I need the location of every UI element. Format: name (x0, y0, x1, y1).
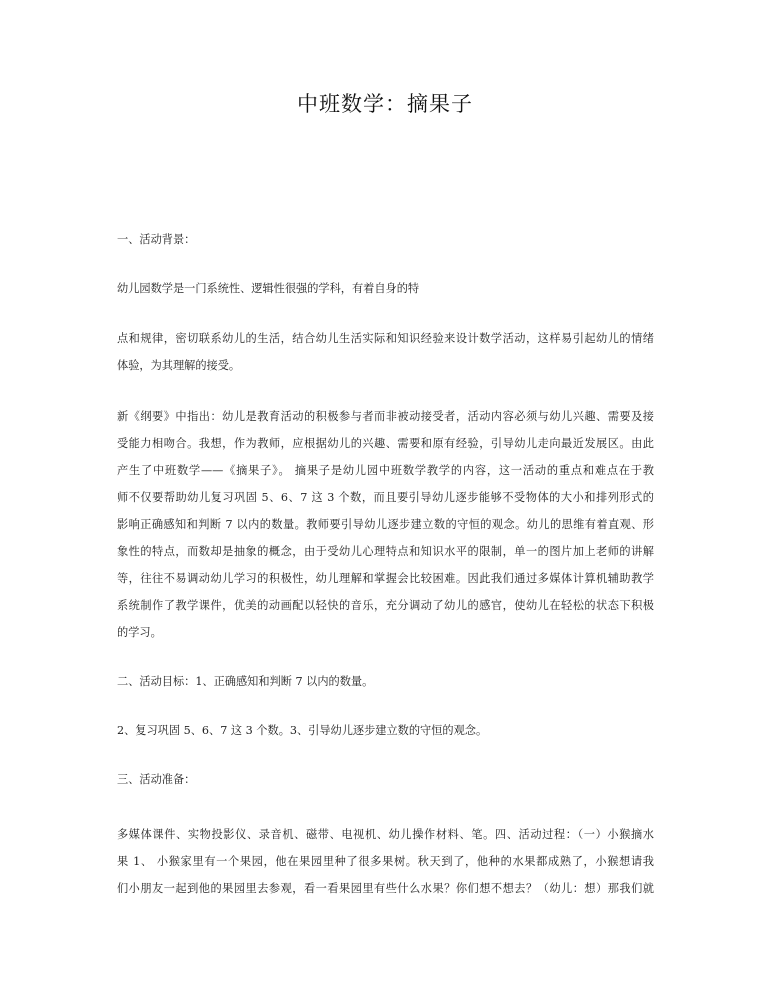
paragraph-line: 新《纲要》中指出：幼儿是教育活动的积极参与者而非被动接受者，活动内容必须与幼儿兴趣、需要及接 (117, 410, 654, 423)
paragraph-line: 多媒体课件、实物投影仪、录音机、磁带、电视机、幼儿操作材料、笔。四、活动过程：（一）小猴摘水 (117, 828, 654, 841)
paragraph-line: 果 1、 小猴家里有一个果园，他在果园里种了很多果树。秋天到了，他种的水果都成熟了，小猴想请我 (117, 855, 654, 868)
paragraph-line: 象性的特点，而数却是抽象的概念，由于受幼儿心理特点和知识水平的限制，单一的图片加上老师的讲解 (117, 545, 654, 558)
paragraph-line: 们小朋友一起到他的果园里去参观，看一看果园里有些什么水果？你们想不想去？（幼儿：想）那我们就 (117, 882, 654, 895)
paragraph-line: 体验，为其理解的接受。 (117, 359, 241, 372)
paragraph-line: 的学习。 (117, 626, 162, 639)
paragraph-line: 点和规律，密切联系幼儿的生活，结合幼儿生活实际和知识经验来设计数学活动，这样易引起幼儿的情绪 (117, 332, 654, 345)
document-title: 中班数学：摘果子 (297, 92, 473, 116)
paragraph-line: 系统制作了教学课件，优美的动画配以轻快的音乐，充分调动了幼儿的感官，使幼儿在轻松的状态下积极 (117, 599, 654, 612)
paragraph-line: 受能力相吻合。我想，作为教师，应根据幼儿的兴趣、需要和原有经验，引导幼儿走向最近发展区。由此 (117, 437, 654, 450)
paragraph-line: 师不仅要帮助幼儿复习巩固 5、6、7 这 3 个数，而且要引导幼儿逐步能够不受物体的大小和排列形式的 (117, 491, 654, 504)
section-heading-goals: 二、活动目标：1、正确感知和判断 7 以内的数量。 (117, 675, 374, 688)
section-heading-background: 一、活动背景： (117, 233, 196, 246)
paragraph-line: 影响正确感知和判断 7 以内的数量。教师要引导幼儿逐步建立数的守恒的观念。幼儿的思维有着直观、形 (117, 518, 654, 531)
paragraph-line: 产生了中班数学——《摘果子》。 摘果子是幼儿园中班数学教学的内容，这一活动的重点和难点在于教 (117, 464, 654, 477)
paragraph-line: 幼儿园数学是一门系统性、逻辑性很强的学科，有着自身的特 (117, 282, 420, 295)
paragraph-line: 2、复习巩固 5、6、7 这 3 个数。3、引导幼儿逐步建立数的守恒的观念。 (117, 724, 488, 737)
paragraph-line: 等，往往不易调动幼儿学习的积极性，幼儿理解和掌握会比较困难。因此我们通过多媒体计算机辅助教学 (117, 572, 654, 585)
section-heading-preparation: 三、活动准备： (117, 773, 196, 786)
